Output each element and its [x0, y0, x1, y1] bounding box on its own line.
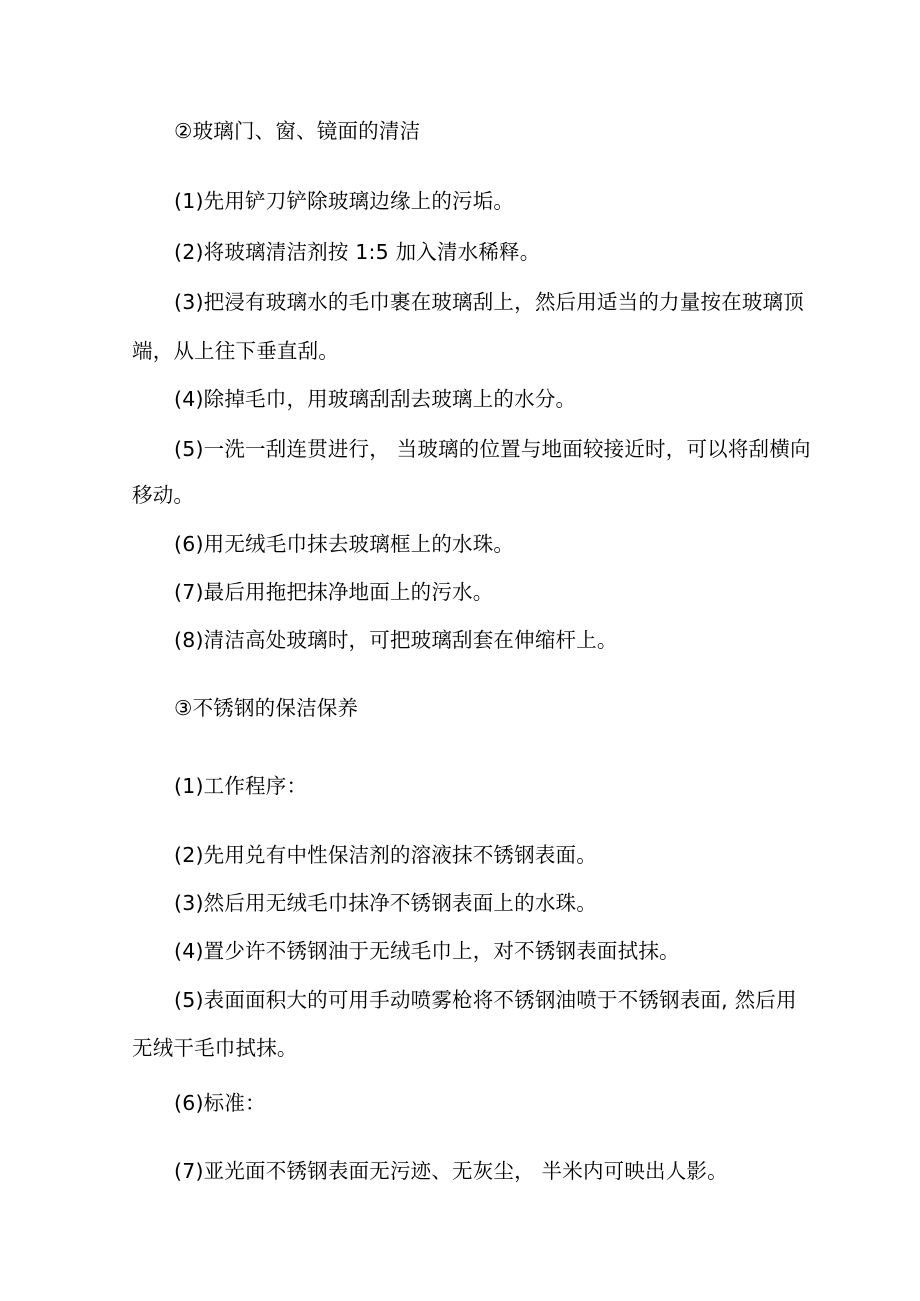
section-heading-stainless-steel: ③不锈钢的保洁保养	[174, 696, 359, 720]
step-text-continuation: 端，从上往下垂直刮。	[132, 339, 339, 363]
step-text: (6)用无绒毛巾抹去玻璃框上的水珠。	[174, 532, 515, 556]
step-text: (5)表面面积大的可用手动喷雾枪将不锈钢油喷于不锈钢表面, 然后用	[174, 988, 797, 1012]
step-text: (4)置少许不锈钢油于无绒毛巾上，对不锈钢表面拭抹。	[174, 939, 680, 963]
step-text: (7)最后用拖把抹净地面上的污水。	[174, 580, 494, 604]
step-text: (6)标准：	[174, 1091, 266, 1115]
step-text-continuation: 无绒干毛巾拭抹。	[132, 1036, 298, 1060]
step-text-continuation: 移动。	[132, 483, 195, 507]
step-text: (4)除掉毛巾，用玻璃刮刮去玻璃上的水分。	[174, 387, 577, 411]
step-text: (5)一洗一刮连贯进行， 当玻璃的位置与地面较接近时，可以将刮横向	[174, 437, 811, 461]
step-text: (1)工作程序：	[174, 774, 308, 798]
section-heading-glass-cleaning: ②玻璃门、窗、镜面的清洁	[174, 119, 421, 143]
step-text: (2)将玻璃清洁剂按 1:5 加入清水稀释。	[174, 240, 541, 264]
step-text: (3)然后用无绒毛巾抹净不锈钢表面上的水珠。	[174, 891, 597, 915]
step-text: (7)亚光面不锈钢表面无污迹、无灰尘， 半米内可映出人影。	[174, 1159, 728, 1183]
step-text: (1)先用铲刀铲除玻璃边缘上的污垢。	[174, 189, 515, 213]
step-text: (2)先用兑有中性保洁剂的溶液抹不锈钢表面。	[174, 843, 597, 867]
step-text: (3)把浸有玻璃水的毛巾裹在玻璃刮上，然后用适当的力量按在玻璃顶	[174, 290, 804, 314]
step-text: (8)清洁高处玻璃时，可把玻璃刮套在伸缩杆上。	[174, 628, 618, 652]
